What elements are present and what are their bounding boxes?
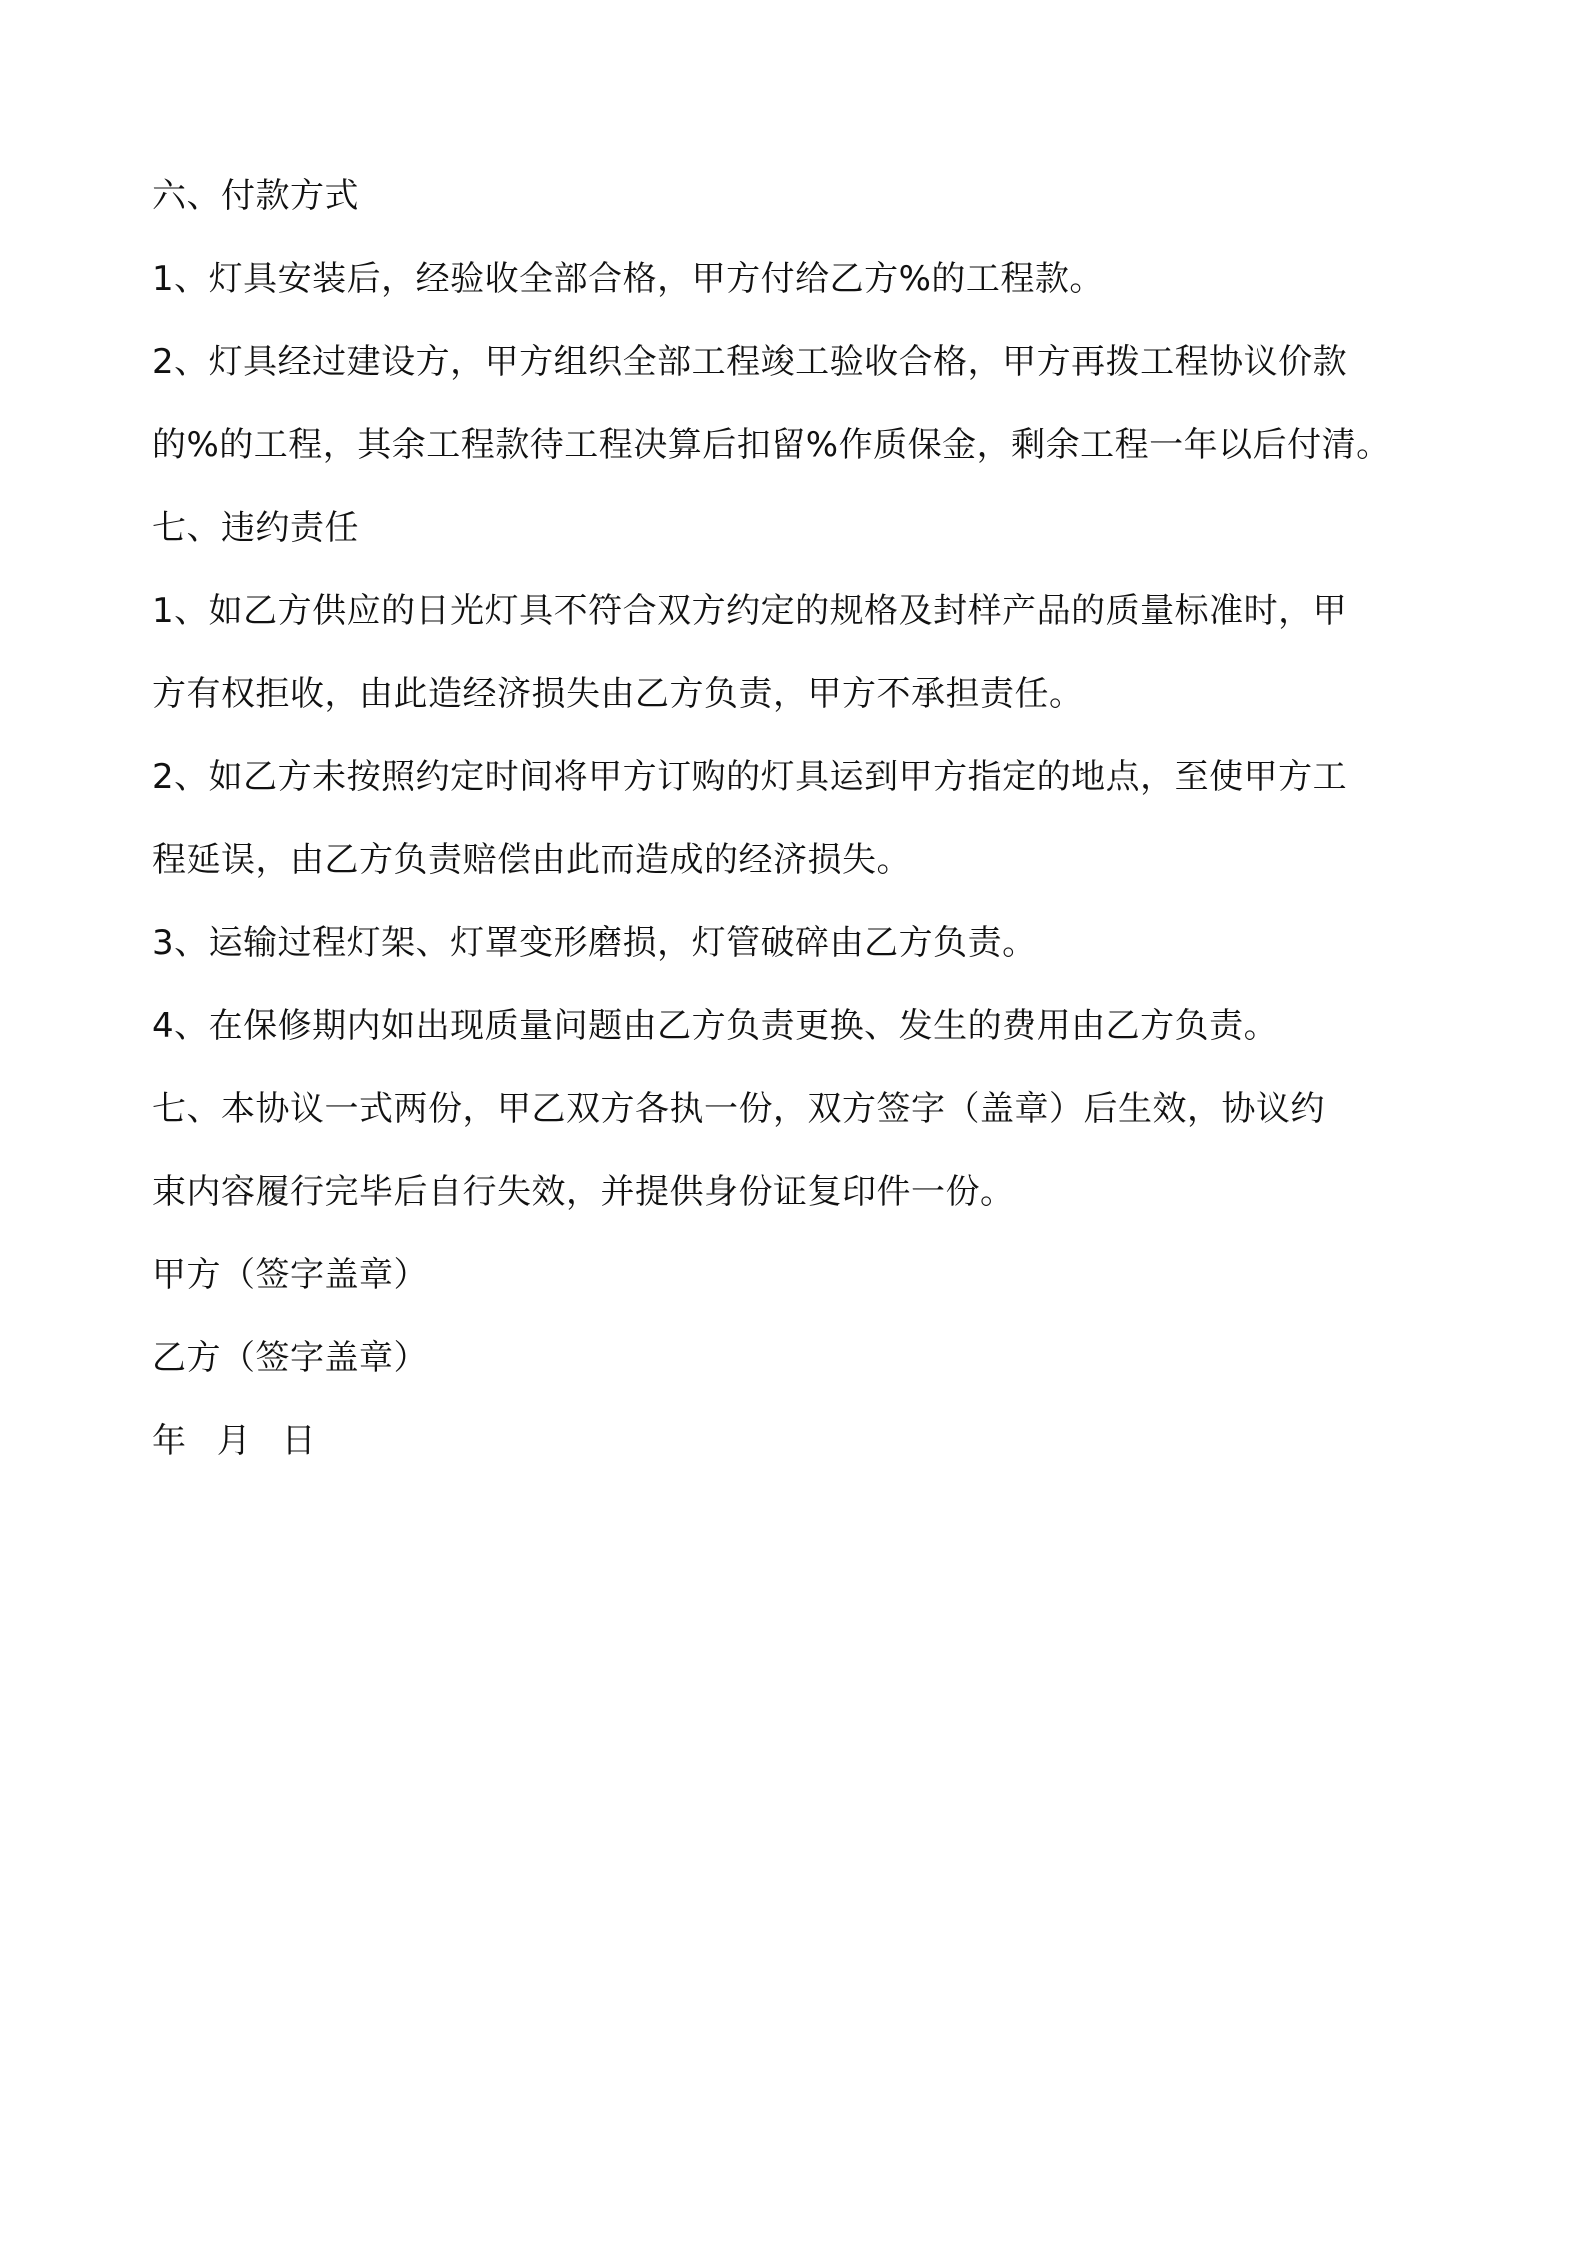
party-a-signature-line: 甲方（签字盖章） [152, 1255, 428, 1295]
section-heading-breach: 七、违约责任 [152, 508, 359, 548]
date-line: 年 月 日 [152, 1421, 326, 1461]
breach-clause-2-line-1: 2、如乙方未按照约定时间将甲方订购的灯具运到甲方指定的地点，至使甲方工 [152, 757, 1348, 797]
breach-clause-1-line-1: 1、如乙方供应的日光灯具不符合双方约定的规格及封样产品的质量标准时，甲 [152, 591, 1348, 631]
document-body [152, 155, 1452, 1483]
breach-clause-3: 3、运输过程灯架、灯罩变形磨损，灯管破碎由乙方负责。 [152, 923, 1037, 963]
party-b-signature-line: 乙方（签字盖章） [152, 1338, 428, 1378]
payment-clause-2-line-1: 2、灯具经过建设方，甲方组织全部工程竣工验收合格，甲方再拨工程协议价款 [152, 342, 1348, 382]
agreement-clause-line-2: 束内容履行完毕后自行失效，并提供身份证复印件一份。 [152, 1172, 1015, 1212]
payment-clause-2-line-2: 的%的工程，其余工程款待工程决算后扣留%作质保金，剩余工程一年以后付清。 [152, 425, 1391, 465]
breach-clause-2-line-2: 程延误，由乙方负责赔偿由此而造成的经济损失。 [152, 840, 911, 880]
payment-clause-1: 1、灯具安装后，经验收全部合格，甲方付给乙方%的工程款。 [152, 259, 1104, 299]
section-heading-payment: 六、付款方式 [152, 176, 359, 216]
breach-clause-4: 4、在保修期内如出现质量问题由乙方负责更换、发生的费用由乙方负责。 [152, 1006, 1279, 1046]
agreement-clause-line-1: 七、本协议一式两份，甲乙双方各执一份，双方签字（盖章）后生效，协议约 [152, 1089, 1325, 1129]
breach-clause-1-line-2: 方有权拒收，由此造经济损失由乙方负责，甲方不承担责任。 [152, 674, 1084, 714]
